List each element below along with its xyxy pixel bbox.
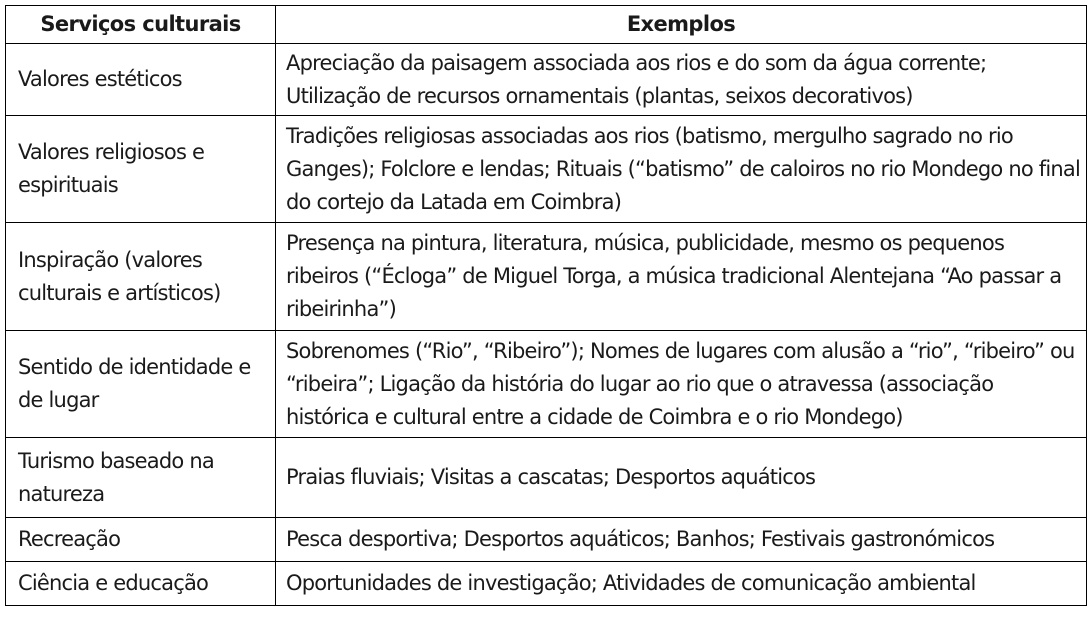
category-cell: Ciência e educação	[6, 562, 276, 606]
cultural-services-table	[5, 5, 1087, 606]
category-cell: Recreação	[6, 518, 276, 562]
table-row	[6, 518, 1087, 562]
table-row	[6, 438, 1087, 518]
header-services: Serviços culturais	[6, 6, 276, 44]
category-cell: Sentido de identidade e de lugar	[6, 331, 276, 438]
table-row	[6, 331, 1087, 438]
examples-cell: Praias fluviais; Visitas a cascatas; Desportos aquáticos	[276, 438, 1087, 518]
category-cell: Valores religiosos e espirituais	[6, 116, 276, 223]
table-row	[6, 223, 1087, 331]
table-row	[6, 562, 1087, 606]
table-row	[6, 116, 1087, 223]
examples-cell: Pesca desportiva; Desportos aquáticos; Banhos; Festivais gastronómicos	[276, 518, 1087, 562]
category-cell: Turismo baseado na natureza	[6, 438, 276, 518]
header-row	[6, 6, 1087, 44]
table-row	[6, 44, 1087, 116]
header-examples: Exemplos	[276, 6, 1087, 44]
examples-cell: Apreciação da paisagem associada aos rios e do som da água corrente; Utilização de recursos ornamentais (plantas, seixos decorativos)	[276, 44, 1087, 116]
examples-cell: Oportunidades de investigação; Atividades de comunicação ambiental	[276, 562, 1087, 606]
category-cell: Inspiração (valores culturais e artísticos)	[6, 223, 276, 331]
examples-cell: Sobrenomes (“Rio”, “Ribeiro”); Nomes de lugares com alusão a “rio”, “ribeiro” ou “ribeira”; Ligação da história do lugar ao rio que o atravessa (associação histórica e cultural entre a cidade de Coimbra e o rio Mondego)	[276, 331, 1087, 438]
examples-cell: Presença na pintura, literatura, música, publicidade, mesmo os pequenos ribeiros (“Écloga” de Miguel Torga, a música tradicional Alentejana “Ao passar a ribeirinha”)	[276, 223, 1087, 331]
examples-cell: Tradições religiosas associadas aos rios (batismo, mergulho sagrado no rio Ganges); Folclore e lendas; Rituais (“batismo” de caloiros no rio Mondego no final do cortejo da Latada em Coimbra)	[276, 116, 1087, 223]
category-cell: Valores estéticos	[6, 44, 276, 116]
